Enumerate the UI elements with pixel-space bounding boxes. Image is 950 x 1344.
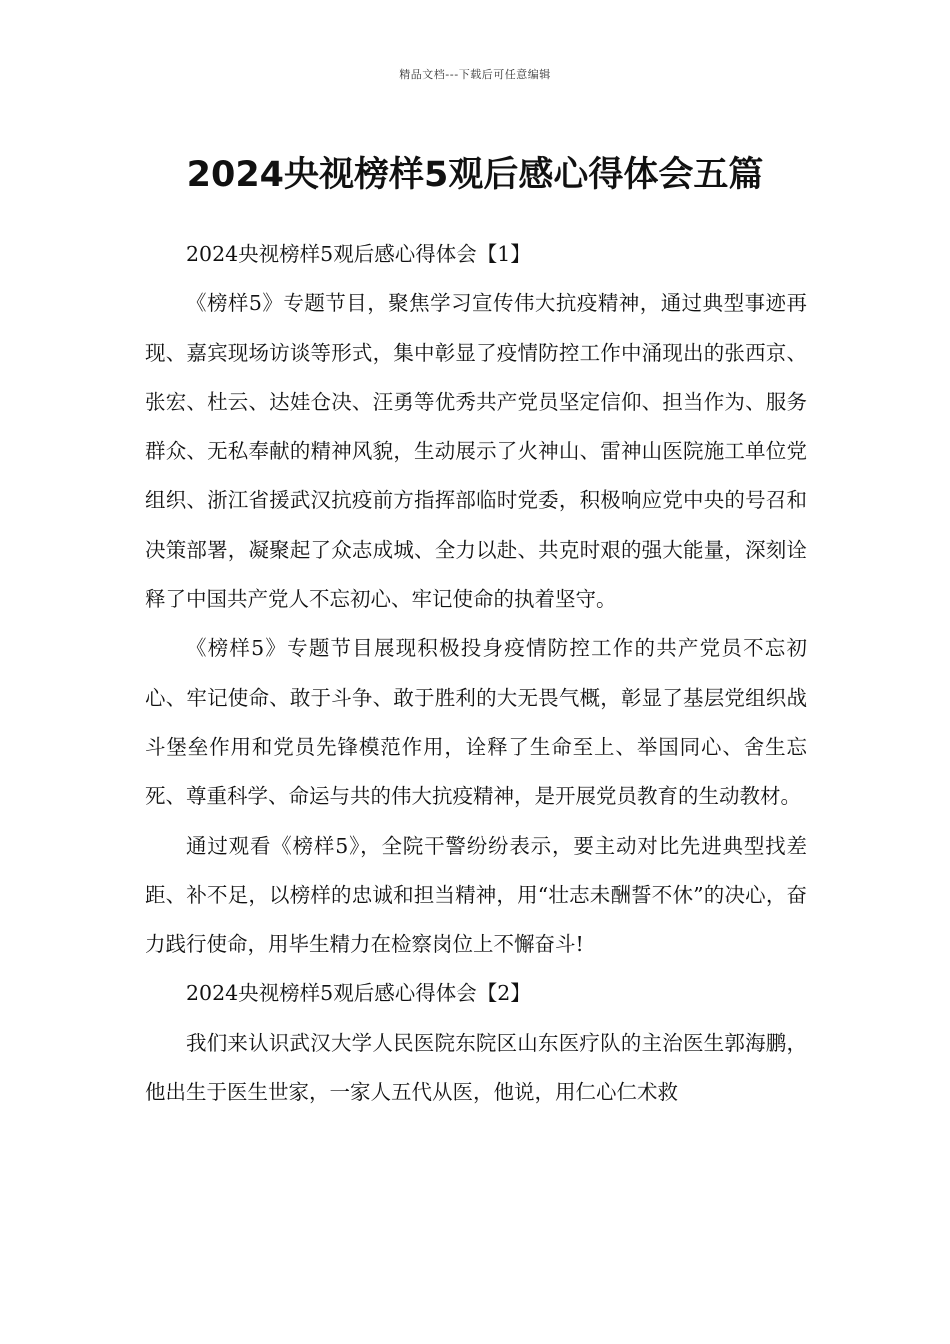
paragraph: 通过观看《榜样5》，全院干警纷纷表示，要主动对比先进典型找差距、补不足，以榜样的忠诚和担当精神，用“壮志未酬誓不休”的决心，奋力践行使命，用毕生精力在检察岗位上不懈奋斗! [145,833,807,957]
paragraph: 《榜样5》专题节目，聚焦学习宣传伟大抗疫精神，通过典型事迹再现、嘉宾现场访谈等形式，集中彰显了疫情防控工作中涌现出的张西京、张宏、杜云、达娃仓决、汪勇等优秀共产党员坚定信仰、担当作为、服务群众、无私奉献的精神风貌，生动展示了火神山、雷神山医院施工单位党组织、浙江省援武汉抗疫前方指挥部临时党委，积极响应党中央的号召和决策部署，凝聚起了众志成城、全力以赴、共克时艰的强大能量，深刻诠释了中国共产党人不忘初心、牢记使命的执着坚守。 [145,291,807,612]
document-title: 2024央视榜样5观后感心得体会五篇 [186,155,764,196]
paragraph: 《榜样5》专题节目展现积极投身疫情防控工作的共产党员不忘初心、牢记使命、敢于斗争、敢于胜利的大无畏气概，彰显了基层党组织战斗堡垒作用和党员先锋模范作用，诠释了生命至上、举国同心、舍生忘死、尊重科学、命运与共的伟大抗疫精神，是开展党员教育的生动教材。 [145,636,807,809]
paragraph: 我们来认识武汉大学人民医院东院区山东医疗队的主治医生郭海鹏，他出生于医生世家，一家人五代从医，他说，用仁心仁术救 [145,1030,807,1105]
header-note: 精品文档---下载后可任意编辑 [399,68,551,81]
document-body [145,230,807,1117]
section-heading-1: 2024央视榜样5观后感心得体会【1】 [186,242,531,266]
section-heading-2: 2024央视榜样5观后感心得体会【2】 [186,981,531,1006]
